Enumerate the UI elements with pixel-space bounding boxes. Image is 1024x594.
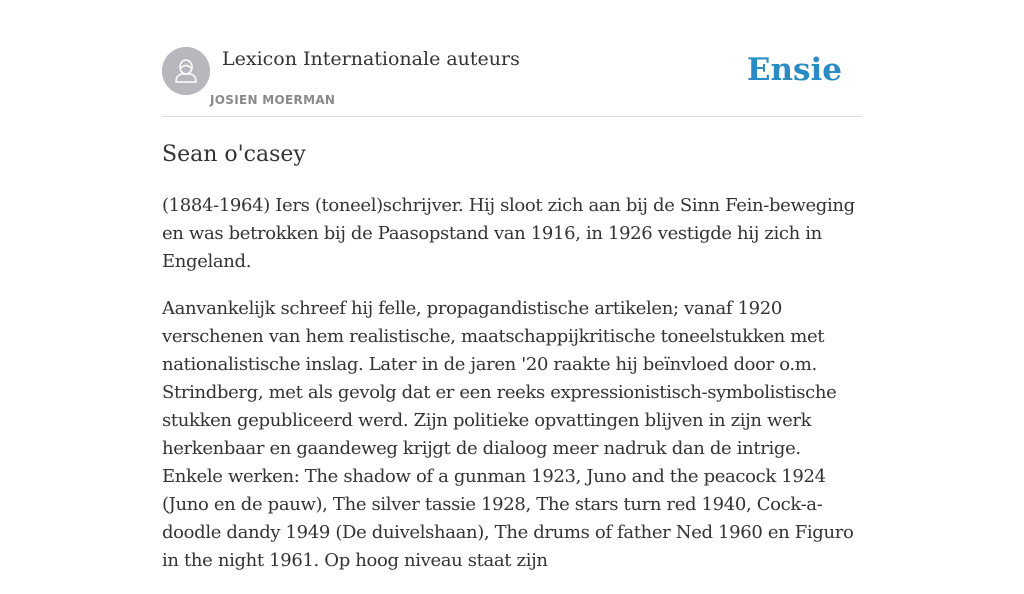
article-paragraph: (1884-1964) Iers (toneel)schrijver. Hij sloot zich aan bij de Sinn Fein-beweging en was betrokken bij de Paasopstand van 1916, in 1926 vestigde hij zich in Engeland. [162,195,855,272]
article-body [162,192,862,594]
article-title: Sean o'casey [162,142,306,167]
avatar-person-icon [162,47,210,95]
user-placeholder-icon[interactable] [162,47,210,95]
author-name[interactable]: JOSIEN MOERMAN [210,93,336,107]
source-title[interactable]: Lexicon Internationale auteurs [222,48,520,70]
article-paragraph: Aanvankelijk schreef hij felle, propagandistische artikelen; vanaf 1920 verschenen van hem realistische, maatschappijkritische toneelstukken met nationalistische inslag. Later in de jaren '20 raakte hij beïnvloed door o.m. Strindberg, met als gevolg dat er een reeks expressionistisch-symbolistische stukken gepubliceerd werd. Zijn politieke opvattingen blijven in zijn werk herkenbaar en gaandeweg krijgt de dialoog meer nadruk dan de intrige. Enkele werken: The shadow of a gunman 1923, Juno and the peacock 1924 (Juno en de pauw), The silver tassie 1928, The stars turn red 1940, Cock-a-doodle dandy 1949 (De duivelshaan), The drums of father Ned 1960 en Figuro in the night 1961. Op hoog niveau staat zijn [162,298,854,571]
brand-logo[interactable]: Ensie [746,52,842,88]
source-header [162,46,862,117]
